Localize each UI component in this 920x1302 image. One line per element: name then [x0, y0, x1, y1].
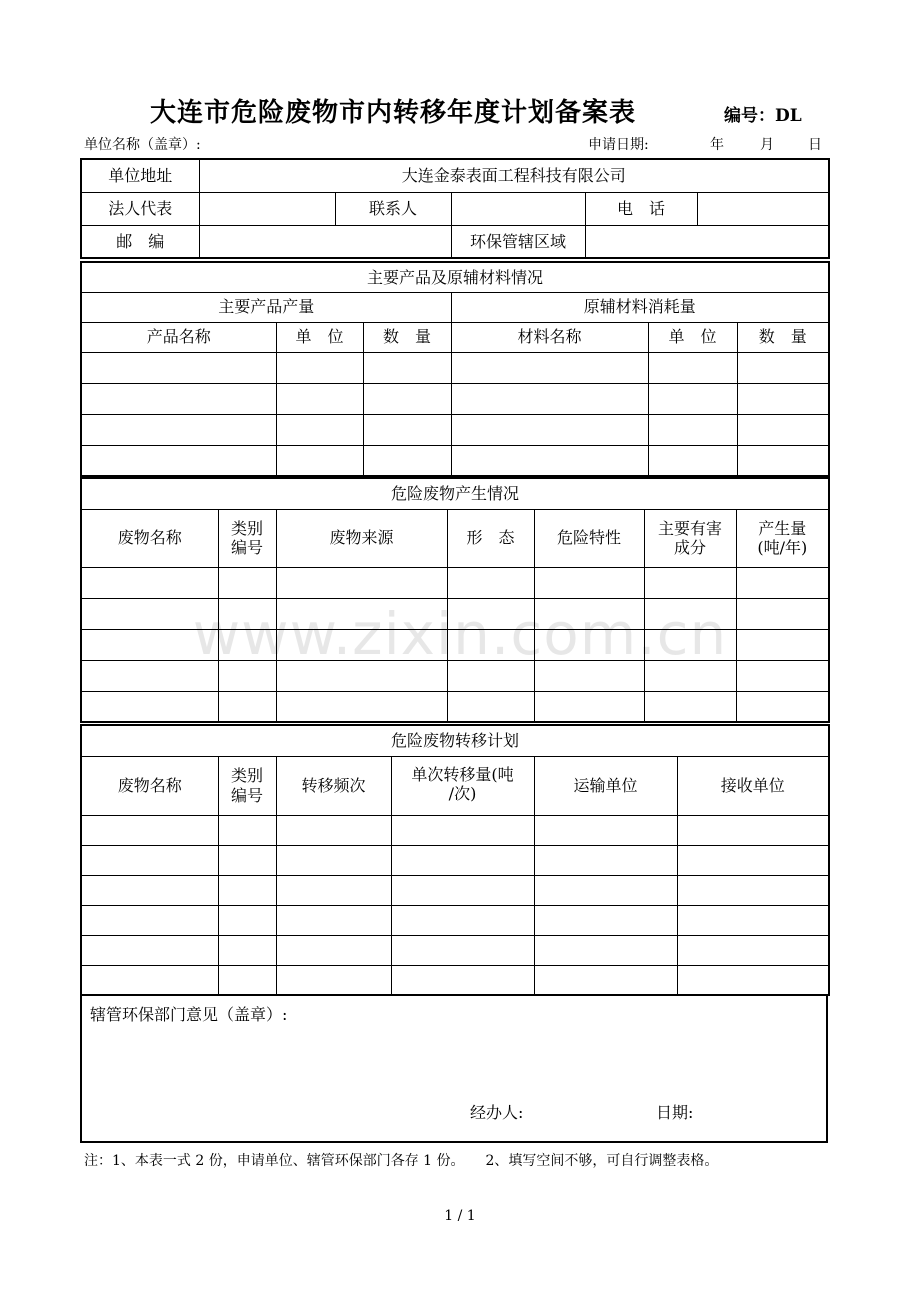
source-cell[interactable] [276, 567, 447, 598]
phone-field[interactable] [697, 192, 829, 225]
material-name-cell[interactable] [451, 445, 648, 476]
transport-cell[interactable] [534, 935, 677, 965]
transport-cell[interactable] [534, 875, 677, 905]
receiver-cell[interactable] [677, 875, 829, 905]
col-product-name: 产品名称 [81, 322, 276, 352]
frequency-cell[interactable] [276, 815, 391, 845]
col-harmful-line2: 成分 [673, 538, 706, 557]
col-waste-category-line1: 类别 [230, 518, 263, 538]
table-row [81, 383, 829, 414]
material-quantity-cell[interactable] [737, 383, 829, 414]
transport-cell[interactable] [534, 815, 677, 845]
env-dept-opinion-box[interactable] [80, 996, 828, 1143]
col-material-name: 材料名称 [451, 322, 648, 352]
col-waste-source: 废物来源 [276, 509, 447, 567]
col-transfer-category-line1: 类别 [230, 766, 263, 786]
receiver-cell[interactable] [677, 935, 829, 965]
legal-rep-label: 法人代表 [81, 192, 199, 225]
transfer-category-cell[interactable] [218, 905, 276, 935]
col-generation-amount [736, 509, 829, 567]
single-amount-cell[interactable] [391, 815, 534, 845]
waste-name-cell[interactable] [81, 567, 218, 598]
table-row [81, 935, 829, 965]
date-year-label: 年 [710, 137, 724, 153]
product-quantity-cell[interactable] [363, 414, 451, 445]
table-row [81, 567, 829, 598]
watermark: www.zixin.com.cn [192, 600, 728, 668]
postcode-field[interactable] [199, 225, 451, 258]
transfer-waste-name-cell[interactable] [81, 905, 218, 935]
col-amount-line2: (吨/年) [757, 538, 808, 557]
product-quantity-cell[interactable] [363, 383, 451, 414]
col-product-unit: 单 位 [276, 322, 363, 352]
source-cell[interactable] [276, 691, 447, 722]
hazard-cell[interactable] [534, 691, 644, 722]
frequency-cell[interactable] [276, 965, 391, 995]
col-waste-form: 形 态 [447, 509, 534, 567]
transfer-category-cell[interactable] [218, 815, 276, 845]
col-transport-unit: 运输单位 [534, 756, 677, 815]
product-name-cell[interactable] [81, 414, 276, 445]
opinion-date-label: 日期: [656, 1103, 694, 1122]
material-quantity-cell[interactable] [737, 414, 829, 445]
material-name-cell[interactable] [451, 414, 648, 445]
col-transfer-waste-name: 废物名称 [81, 756, 218, 815]
phone-label: 电 话 [585, 192, 697, 225]
product-name-cell[interactable] [81, 445, 276, 476]
material-quantity-cell[interactable] [737, 445, 829, 476]
product-unit-cell[interactable] [276, 352, 363, 383]
form-cell[interactable] [447, 567, 534, 598]
col-material-unit: 单 位 [648, 322, 737, 352]
col-material-quantity: 数 量 [737, 322, 829, 352]
transport-cell[interactable] [534, 965, 677, 995]
date-month-label: 月 [760, 137, 774, 153]
material-unit-cell[interactable] [648, 383, 737, 414]
table-row [81, 965, 829, 995]
table-row [81, 352, 829, 383]
product-name-cell[interactable] [81, 383, 276, 414]
table-row [81, 691, 829, 722]
frequency-cell[interactable] [276, 905, 391, 935]
col-receiver-unit: 接收单位 [677, 756, 829, 815]
harmful-cell[interactable] [644, 567, 736, 598]
table-row [81, 414, 829, 445]
postcode-label: 邮 编 [81, 225, 199, 258]
col-single-line1: 单次转移量(吨 [411, 764, 514, 784]
products-table [80, 261, 830, 477]
address-label: 单位地址 [81, 159, 199, 192]
product-unit-cell[interactable] [276, 414, 363, 445]
transfer-waste-name-cell[interactable] [81, 815, 218, 845]
category-cell[interactable] [218, 567, 276, 598]
col-transfer-frequency: 转移频次 [276, 756, 391, 815]
footer-note: 注：1、本表一式 2 份，申请单位、辖管环保部门各存 1 份。 2、填写空间不够，可自行调整表格。 [84, 1153, 719, 1169]
table-row [81, 815, 829, 845]
col-harmful-components [644, 509, 736, 567]
transfer-category-cell[interactable] [218, 965, 276, 995]
amount-cell[interactable] [736, 691, 829, 722]
receiver-cell[interactable] [677, 845, 829, 875]
legal-rep-field[interactable] [199, 192, 335, 225]
transfer-plan-table [80, 724, 830, 996]
contact-label: 联系人 [335, 192, 451, 225]
col-product-quantity: 数 量 [363, 322, 451, 352]
hazard-cell[interactable] [534, 567, 644, 598]
env-dept-opinion-label: 辖管环保部门意见（盖章）: [90, 1005, 288, 1024]
col-amount-line1: 产生量 [758, 518, 807, 538]
product-quantity-cell[interactable] [363, 445, 451, 476]
address-value[interactable]: 大连金泰表面工程科技有限公司 [199, 159, 829, 192]
product-quantity-cell[interactable] [363, 352, 451, 383]
handler-label: 经办人: [470, 1103, 524, 1122]
col-waste-category-line2: 编号 [230, 538, 263, 557]
page-number: 1 / 1 [444, 1208, 476, 1224]
col-waste-category [218, 509, 276, 567]
material-unit-cell[interactable] [648, 414, 737, 445]
material-name-cell[interactable] [451, 352, 648, 383]
table-row [81, 845, 829, 875]
transport-cell[interactable] [534, 845, 677, 875]
unit-name-label: 单位名称（盖章）: [84, 137, 201, 153]
apply-date-label: 申请日期: [588, 137, 649, 153]
frequency-cell[interactable] [276, 845, 391, 875]
col-transfer-category [218, 756, 276, 815]
col-single-line2: /次) [448, 783, 477, 803]
single-amount-cell[interactable] [391, 845, 534, 875]
product-name-cell[interactable] [81, 352, 276, 383]
basic-info-table [80, 158, 830, 259]
material-unit-cell[interactable] [648, 445, 737, 476]
material-name-cell[interactable] [451, 383, 648, 414]
transfer-section-title: 危险废物转移计划 [81, 725, 829, 756]
transfer-category-cell[interactable] [218, 845, 276, 875]
single-amount-cell[interactable] [391, 905, 534, 935]
col-hazard-property: 危险特性 [534, 509, 644, 567]
transfer-category-cell[interactable] [218, 935, 276, 965]
receiver-cell[interactable] [677, 965, 829, 995]
env-district-label: 环保管辖区域 [451, 225, 585, 258]
col-transfer-category-line2: 编号 [230, 785, 263, 805]
form-code-label: 编号：DL [724, 106, 802, 126]
material-unit-cell[interactable] [648, 352, 737, 383]
env-district-field[interactable] [585, 225, 829, 258]
amount-cell[interactable] [736, 567, 829, 598]
products-section-title: 主要产品及原辅材料情况 [81, 262, 829, 292]
frequency-cell[interactable] [276, 875, 391, 905]
transport-cell[interactable] [534, 905, 677, 935]
col-waste-name: 废物名称 [81, 509, 218, 567]
col-single-transfer-amount [391, 756, 534, 815]
col-harmful-line1: 主要有害 [657, 518, 722, 538]
product-unit-cell[interactable] [276, 383, 363, 414]
single-amount-cell[interactable] [391, 935, 534, 965]
table-row [81, 905, 829, 935]
waste-name-cell[interactable] [81, 691, 218, 722]
generation-section-title: 危险废物产生情况 [81, 478, 829, 509]
frequency-cell[interactable] [276, 935, 391, 965]
form-title: 大连市危险废物市内转移年度计划备案表 [150, 98, 637, 128]
single-amount-cell[interactable] [391, 965, 534, 995]
date-day-label: 日 [808, 137, 822, 153]
table-row [81, 875, 829, 905]
receiver-cell[interactable] [677, 905, 829, 935]
transfer-category-cell[interactable] [218, 875, 276, 905]
contact-field[interactable] [451, 192, 585, 225]
product-output-title: 主要产品产量 [81, 292, 451, 322]
material-consumption-title: 原辅材料消耗量 [451, 292, 829, 322]
transfer-waste-name-cell[interactable] [81, 965, 218, 995]
transfer-waste-name-cell[interactable] [81, 845, 218, 875]
category-cell[interactable] [218, 691, 276, 722]
material-quantity-cell[interactable] [737, 352, 829, 383]
receiver-cell[interactable] [677, 815, 829, 845]
product-unit-cell[interactable] [276, 445, 363, 476]
transfer-waste-name-cell[interactable] [81, 935, 218, 965]
table-row [81, 445, 829, 476]
single-amount-cell[interactable] [391, 875, 534, 905]
harmful-cell[interactable] [644, 691, 736, 722]
transfer-waste-name-cell[interactable] [81, 875, 218, 905]
form-cell[interactable] [447, 691, 534, 722]
